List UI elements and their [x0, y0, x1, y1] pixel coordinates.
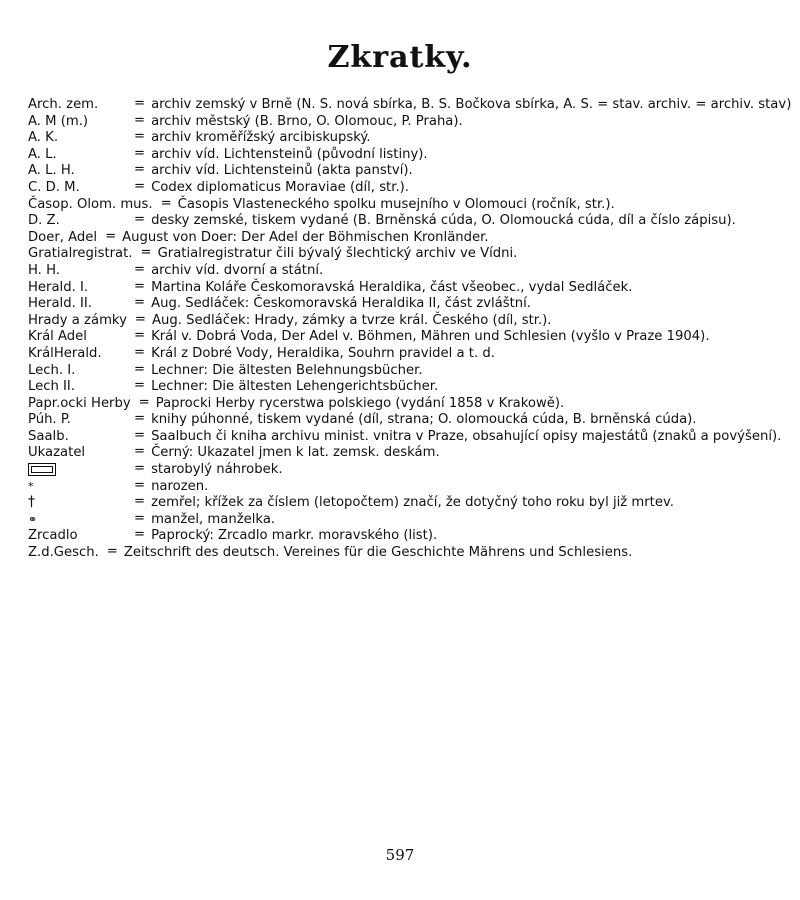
page-number: 597 — [385, 846, 415, 864]
list-item — [28, 296, 776, 313]
equals-icon: = — [134, 311, 145, 327]
equals-icon: = — [134, 129, 145, 145]
equals-icon: = — [134, 361, 145, 377]
equals-icon: = — [134, 427, 145, 443]
list-item — [28, 114, 776, 131]
equals-icon: = — [134, 162, 145, 178]
abbreviation-term: Doer, Adel — [28, 229, 98, 245]
abbreviation-term: Ukazatel — [28, 445, 86, 461]
abbreviation-definition: August von Doer: Der Adel der Böhmischen Kronländer. — [122, 229, 489, 245]
abbreviation-term: Lech II. — [28, 379, 75, 395]
equals-icon: = — [134, 96, 145, 111]
abbreviation-definition: Aug. Sedláček: Hrady, zámky a tvrze král. Českého (díl, str.). — [151, 312, 552, 328]
list-item — [28, 130, 776, 147]
abbreviation-term: Herald. I. — [28, 279, 89, 295]
abbreviation-definition: archiv víd. dvorní a státní. — [151, 262, 324, 278]
list-item — [28, 246, 776, 263]
equals-icon: = — [134, 261, 145, 277]
equals-icon: = — [134, 494, 145, 510]
list-item — [28, 213, 776, 230]
abbreviation-term: Lech. I. — [28, 362, 76, 378]
abbreviation-definition: starobylý náhrobek. — [151, 462, 283, 478]
abbreviation-definition: Lechner: Die ältesten Belehnungsbücher. — [151, 362, 423, 378]
list-item — [28, 412, 776, 429]
abbreviation-term — [28, 479, 132, 496]
list-item — [28, 495, 776, 512]
abbreviation-definition: archiv víd. Lichtensteinů (akta panství). — [151, 163, 413, 179]
abbreviation-definition: Martina Koláře Českomoravská Heraldika, část všeobec., vydal Sedláček. — [151, 279, 633, 295]
list-item — [28, 346, 776, 363]
abbreviation-term: A. L. H. — [28, 163, 75, 179]
equals-icon: = — [106, 544, 117, 560]
page-title: Zkratky. — [327, 40, 473, 75]
equals-icon: = — [134, 295, 145, 311]
abbreviation-term: Púh. P. — [28, 412, 71, 428]
abbreviation-term: Časop. Olom. mus. — [28, 196, 153, 212]
list-item — [28, 147, 776, 164]
list-item — [28, 163, 776, 180]
abbreviation-list — [0, 83, 800, 562]
equals-icon: = — [134, 112, 145, 128]
list-item — [28, 180, 776, 197]
abbreviation-definition: knihy púhonné, tiskem vydané (díl, strana; O. olomoucká cúda, B. brněnská cúda). — [151, 412, 697, 428]
equals-icon: = — [134, 278, 145, 294]
equals-icon: = — [160, 195, 171, 211]
list-item — [28, 545, 776, 562]
list-item — [28, 263, 776, 280]
list-item — [28, 197, 776, 214]
equals-icon: = — [134, 344, 145, 360]
list-item — [28, 445, 776, 462]
equals-icon: = — [134, 378, 145, 394]
equals-icon: = — [134, 444, 145, 460]
abbreviation-term: Hrady a zámky — [28, 312, 127, 328]
abbreviation-term: Z.d.Gesch. — [28, 545, 99, 561]
abbreviation-definition: zemřel; křížek za číslem (letopočtem) značí, že dotyčný toho roku byl již mrtev. — [151, 495, 674, 511]
list-item — [28, 512, 776, 529]
abbreviation-term: Papr.ocki Herby — [28, 395, 131, 411]
list-item — [28, 329, 776, 346]
marriage-symbol-icon: ⚭ — [28, 512, 38, 526]
equals-icon: = — [134, 527, 145, 543]
abbreviation-term: KrálHerald. — [28, 345, 102, 361]
dagger-death-symbol-icon: † — [28, 494, 35, 511]
equals-icon: = — [134, 477, 145, 493]
abbreviation-term — [28, 512, 132, 529]
equals-icon: = — [134, 145, 145, 161]
abbreviation-definition: archiv víd. Lichtensteinů (původní listiny). — [151, 146, 428, 162]
abbreviation-term: H. H. — [28, 262, 60, 278]
abbreviation-definition: archiv městský (B. Brno, O. Olomouc, P. Praha). — [151, 113, 463, 129]
abbreviation-definition: Gratialregistratur čili bývalý šlechtický archiv ve Vídni. — [157, 246, 518, 262]
abbreviation-term — [28, 462, 132, 479]
equals-icon: = — [105, 228, 116, 244]
equals-icon: = — [134, 328, 145, 344]
equals-icon: = — [134, 461, 145, 477]
abbreviation-term: Herald. II. — [28, 296, 92, 312]
abbreviation-definition: archiv zemský v Brně (N. S. nová sbírka, B. S. Bočkova sbírka, A. S. = stav. archiv. = archiv. stav) — [151, 97, 792, 112]
abbreviation-term: A. L. — [28, 146, 57, 162]
list-item — [28, 427, 782, 446]
list-item — [28, 96, 792, 114]
abbreviation-definition: Codex diplomaticus Moraviae (díl, str.). — [151, 179, 409, 195]
abbreviation-term: Gratialregistrat. — [28, 246, 133, 262]
equals-icon: = — [134, 510, 145, 526]
abbreviation-term: Saalb. — [28, 428, 69, 444]
list-item — [28, 379, 776, 396]
abbreviation-term: C. D. M. — [28, 179, 80, 195]
abbreviation-definition: narozen. — [151, 478, 209, 494]
equals-icon: = — [138, 394, 149, 410]
abbreviation-definition: Aug. Sedláček: Českomoravská Heraldika II, část zvláštní. — [151, 296, 531, 312]
equals-icon: = — [134, 178, 145, 194]
abbreviation-definition: desky zemské, tiskem vydané (B. Brněnská cúda, O. Olomoucká cúda, díl a číslo zápisu). — [151, 213, 736, 229]
list-item — [28, 528, 776, 545]
tomb-box-symbol-icon — [28, 463, 56, 476]
abbreviation-term: D. Z. — [28, 213, 60, 229]
abbreviation-term: Zrcadlo — [28, 528, 78, 544]
abbreviation-definition: Černý: Ukazatel jmen k lat. zemsk. deskám. — [151, 445, 440, 461]
abbreviation-definition: manžel, manželka. — [151, 511, 276, 527]
abbreviation-definition: Paprocki Herby rycerstwa polskiego (vydání 1858 v Krakowě). — [155, 395, 565, 411]
list-item — [28, 396, 776, 413]
abbreviation-term: A. M (m.) — [28, 113, 89, 129]
abbreviation-term: A. K. — [28, 130, 59, 146]
list-item — [28, 313, 776, 330]
equals-icon: = — [134, 212, 145, 228]
abbreviation-definition: Král z Dobré Vody, Heraldika, Souhrn pravidel a t. d. — [151, 345, 495, 361]
equals-icon: = — [140, 245, 151, 261]
list-item — [28, 462, 776, 479]
abbreviation-definition: archiv kroměřížský arcibiskupský. — [151, 130, 371, 146]
abbreviation-definition: Saalbuch či kniha archivu minist. vnitra v Praze, obsahující opisy majestátů (znaků a povýšení). — [151, 428, 782, 444]
list-item — [28, 479, 776, 496]
abbreviation-definition: Časopis Vlasteneckého spolku musejního v Olomouci (ročník, str.). — [177, 196, 615, 212]
equals-icon: = — [134, 411, 145, 427]
abbreviation-term: Král Adel — [28, 329, 87, 345]
list-item — [28, 230, 776, 247]
abbreviation-definition: Paprocký: Zrcadlo markr. moravského (list). — [151, 528, 438, 544]
list-item — [28, 280, 776, 297]
asterisk-birth-symbol-icon: * — [28, 479, 34, 493]
abbreviation-definition: Zeitschrift des deutsch. Vereines für die Geschichte Mährens und Schlesiens. — [123, 545, 633, 561]
abbreviation-term — [28, 495, 132, 512]
list-item — [28, 363, 776, 380]
abbreviation-definition: Král v. Dobrá Voda, Der Adel v. Böhmen, Mähren und Schlesien (vyšlo v Praze 1904). — [151, 329, 710, 345]
abbreviation-definition: Lechner: Die ältesten Lehengerichtsbücher. — [151, 379, 439, 395]
abbreviation-term: Arch. zem. — [28, 97, 99, 112]
